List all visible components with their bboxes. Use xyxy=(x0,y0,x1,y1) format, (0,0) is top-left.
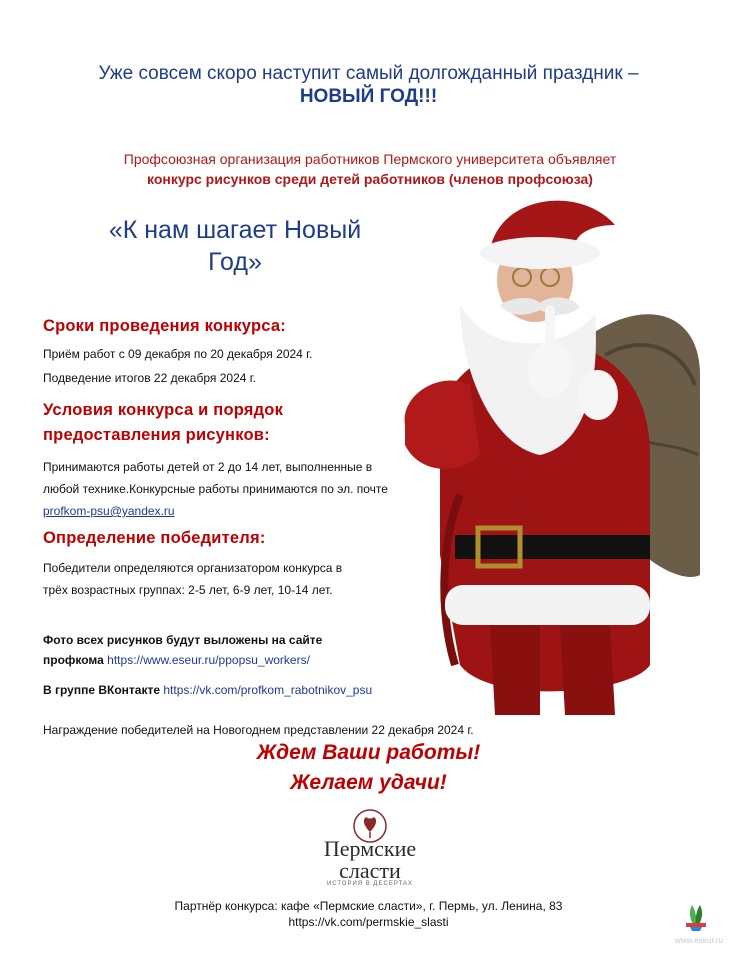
partner-link[interactable]: https://vk.com/permskie_slasti xyxy=(288,915,449,929)
conditions-heading-line-2: предоставления рисунков: xyxy=(43,426,270,444)
winner-heading: Определение победителя: xyxy=(43,529,266,547)
terms-line-1: Приём работ с 09 декабря по 20 декабря 2024 г. xyxy=(43,347,313,361)
contest-title-line-2: Год» xyxy=(208,248,262,276)
partner-info xyxy=(0,898,737,930)
vk-link[interactable]: https://vk.com/profkom_rabotnikov_psu xyxy=(163,683,373,697)
photos-site-label: профкома xyxy=(43,653,104,667)
logo-tagline: ИСТОРИЯ В ДЕСЕРТАХ xyxy=(326,881,414,887)
winner-text xyxy=(43,558,403,600)
photos-line-1: Фото всех рисунков будут выложены на сайте xyxy=(43,633,323,647)
announcement-line-2: конкурс рисунков среди детей работников (членов профсоюза) xyxy=(147,171,593,187)
winner-line-2: трёх возрастных группах: 2-5 лет, 6-9 лет, 10-14 лет. xyxy=(43,583,333,597)
announcement-line-1: Профсоюзная организация работников Пермского университета объявляет xyxy=(123,151,617,167)
terms-text xyxy=(43,344,403,388)
email-link[interactable]: profkom-psu@yandex.ru xyxy=(43,504,175,518)
vk-label: В группе ВКонтакте xyxy=(43,683,161,697)
site-link[interactable]: https://www.eseur.ru/ppopsu_workers/ xyxy=(107,653,310,667)
conditions-line-2: любой технике.Конкурсные работы принимаются по эл. почте xyxy=(43,482,388,496)
conditions-line-1: Принимаются работы детей от 2 до 14 лет, выполненные в xyxy=(43,460,373,474)
conditions-text xyxy=(43,457,403,521)
contest-title xyxy=(90,214,380,278)
winner-line-1: Победители определяются организатором конкурса в xyxy=(43,561,343,575)
partner-line-1: Партнёр конкурса: кафе «Пермские сласти», г. Пермь, ул. Ленина, 83 xyxy=(174,899,563,913)
logo-line-1: Пермские xyxy=(323,836,417,861)
headline-line-1: Уже совсем скоро наступит самый долгожданный праздник – xyxy=(98,63,639,84)
announcement xyxy=(60,149,680,189)
wishes-line-2: Желаем удачи! xyxy=(290,771,447,794)
award-text: Награждение победителей на Новогоднем представлении 22 декабря 2024 г. xyxy=(43,723,474,737)
conditions-heading xyxy=(43,398,373,448)
terms-line-2: Подведение итогов 22 декабря 2024 г. xyxy=(43,371,256,385)
contest-title-line-1: «К нам шагает Новый xyxy=(108,216,362,244)
wishes xyxy=(0,739,737,797)
logo-line-2: сласти xyxy=(339,858,401,883)
photos-block xyxy=(43,630,423,700)
terms-heading: Сроки проведения конкурса: xyxy=(43,317,286,335)
santa-claus-image xyxy=(400,195,700,715)
partner-logo-text xyxy=(290,838,450,882)
trade-union-logo-icon xyxy=(676,895,716,935)
headline-line-2: НОВЫЙ ГОД!!! xyxy=(299,86,438,107)
wishes-line-1: Ждем Ваши работы! xyxy=(256,741,481,764)
corner-mark: www.eseur.ru xyxy=(674,936,724,945)
headline xyxy=(0,62,737,108)
conditions-heading-line-1: Условия конкурса и порядок xyxy=(43,401,284,419)
